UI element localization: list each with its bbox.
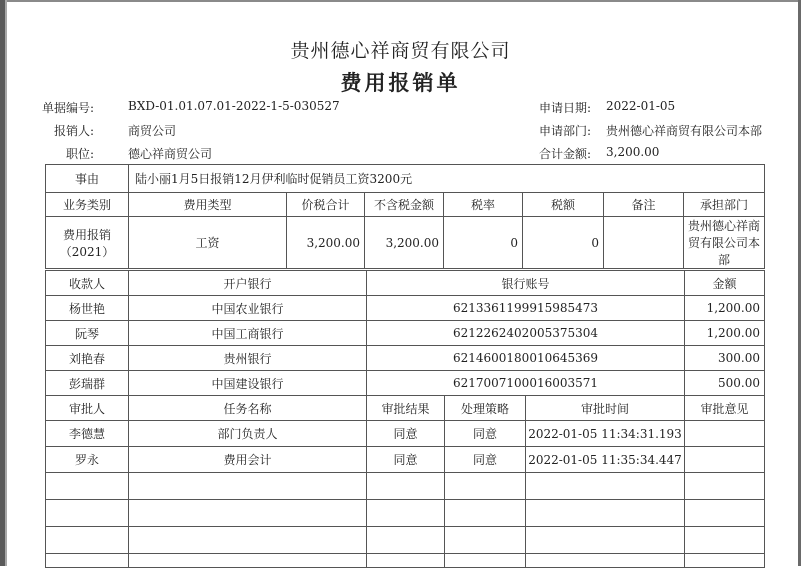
approval-task: 费用会计 <box>129 447 367 473</box>
page-top-edge <box>0 0 801 2</box>
header-amount-ex-tax: 不含税金额 <box>365 193 444 217</box>
empty-row <box>46 554 765 568</box>
header-category: 业务类别 <box>46 193 129 217</box>
payee-account: 6213361199915985473 <box>367 296 685 321</box>
payee-amount: 1,200.00 <box>685 296 765 321</box>
header-total-with-tax: 价税合计 <box>287 193 365 217</box>
header-account: 银行账号 <box>367 271 685 296</box>
approval-opinion <box>685 447 765 473</box>
payee-name: 杨世艳 <box>46 296 129 321</box>
dept-label: 申请部门: <box>538 124 591 138</box>
expense-amount-ex-tax: 3,200.00 <box>365 217 444 269</box>
payee-row <box>46 346 765 371</box>
expense-type: 工资 <box>129 217 287 269</box>
approval-approver: 罗永 <box>46 447 129 473</box>
approval-result: 同意 <box>367 421 445 447</box>
payee-bank: 中国工商银行 <box>129 321 367 346</box>
payee-header-row <box>46 271 765 296</box>
dept-value: 贵州德心祥商贸有限公司本部 <box>606 124 763 138</box>
payee-name: 彭瑞群 <box>46 371 129 396</box>
approval-header-row <box>46 396 765 421</box>
header-strategy: 处理策略 <box>445 396 526 421</box>
header-remark: 备注 <box>604 193 684 217</box>
reason-row <box>46 165 765 193</box>
expense-dept: 贵州德心祥商贸有限公司本部 <box>684 217 765 269</box>
header-result: 审批结果 <box>367 396 445 421</box>
approval-time: 2022-01-05 11:35:34.447 <box>526 447 685 473</box>
empty-row <box>46 527 765 554</box>
empty-row <box>46 473 765 500</box>
apply-date-value: 2022-01-05 <box>606 99 676 113</box>
payee-row <box>46 371 765 396</box>
header-opinion: 审批意见 <box>685 396 765 421</box>
payee-amount: 300.00 <box>685 346 765 371</box>
total-value: 3,200.00 <box>606 145 660 159</box>
expense-row <box>46 217 765 269</box>
header-time: 审批时间 <box>526 396 685 421</box>
payee-amount: 500.00 <box>685 371 765 396</box>
approval-opinion <box>685 421 765 447</box>
approval-task: 部门负责人 <box>129 421 367 447</box>
empty-row <box>46 500 765 527</box>
payee-name: 阮琴 <box>46 321 129 346</box>
company-name: 贵州德心祥商贸有限公司 <box>290 40 511 62</box>
expense-total-with-tax: 3,200.00 <box>287 217 365 269</box>
applicant-label: 报销人: <box>53 124 94 138</box>
expense-tax-amount: 0 <box>523 217 604 269</box>
apply-date-label: 申请日期: <box>538 101 591 115</box>
header-task: 任务名称 <box>129 396 367 421</box>
payee-bank: 贵州银行 <box>129 346 367 371</box>
doc-no-label: 单据编号: <box>42 101 95 115</box>
header-payee: 收款人 <box>46 271 129 296</box>
payee-account: 6212262402005375304 <box>367 321 685 346</box>
document-title: 费用报销单 <box>340 70 461 95</box>
payee-name: 刘艳春 <box>46 346 129 371</box>
reason-label: 事由 <box>46 165 129 193</box>
expense-tax-rate: 0 <box>444 217 523 269</box>
expense-remark <box>604 217 684 269</box>
expense-header-row <box>46 193 765 217</box>
payee-row <box>46 296 765 321</box>
approval-strategy: 同意 <box>445 421 526 447</box>
approval-strategy: 同意 <box>445 447 526 473</box>
applicant-value: 商贸公司 <box>128 124 177 138</box>
approval-time: 2022-01-05 11:34:31.193 <box>526 421 685 447</box>
expense-table <box>45 164 765 269</box>
total-label: 合计金额: <box>538 147 591 161</box>
doc-no-value: BXD-01.01.07.01-2022-1-5-030527 <box>128 99 340 113</box>
position-label: 职位: <box>65 147 94 161</box>
payee-account: 6217007100016003571 <box>367 371 685 396</box>
approval-approver: 李德慧 <box>46 421 129 447</box>
payee-approval-table <box>45 270 765 568</box>
header-approver: 审批人 <box>46 396 129 421</box>
header-bank: 开户银行 <box>129 271 367 296</box>
expense-category: 费用报销（2021） <box>46 217 129 269</box>
payee-bank: 中国农业银行 <box>129 296 367 321</box>
header-type: 费用类型 <box>129 193 287 217</box>
header-amount: 金额 <box>685 271 765 296</box>
approval-row <box>46 447 765 473</box>
payee-row <box>46 321 765 346</box>
position-value: 德心祥商贸公司 <box>128 147 213 161</box>
header-tax-rate: 税率 <box>444 193 523 217</box>
approval-result: 同意 <box>367 447 445 473</box>
header-tax-amount: 税额 <box>523 193 604 217</box>
header-dept: 承担部门 <box>684 193 765 217</box>
payee-amount: 1,200.00 <box>685 321 765 346</box>
reason-text: 陆小丽1月5日报销12月伊利临时促销员工资3200元 <box>129 165 765 193</box>
payee-account: 6214600180010645369 <box>367 346 685 371</box>
approval-row <box>46 421 765 447</box>
payee-bank: 中国建设银行 <box>129 371 367 396</box>
